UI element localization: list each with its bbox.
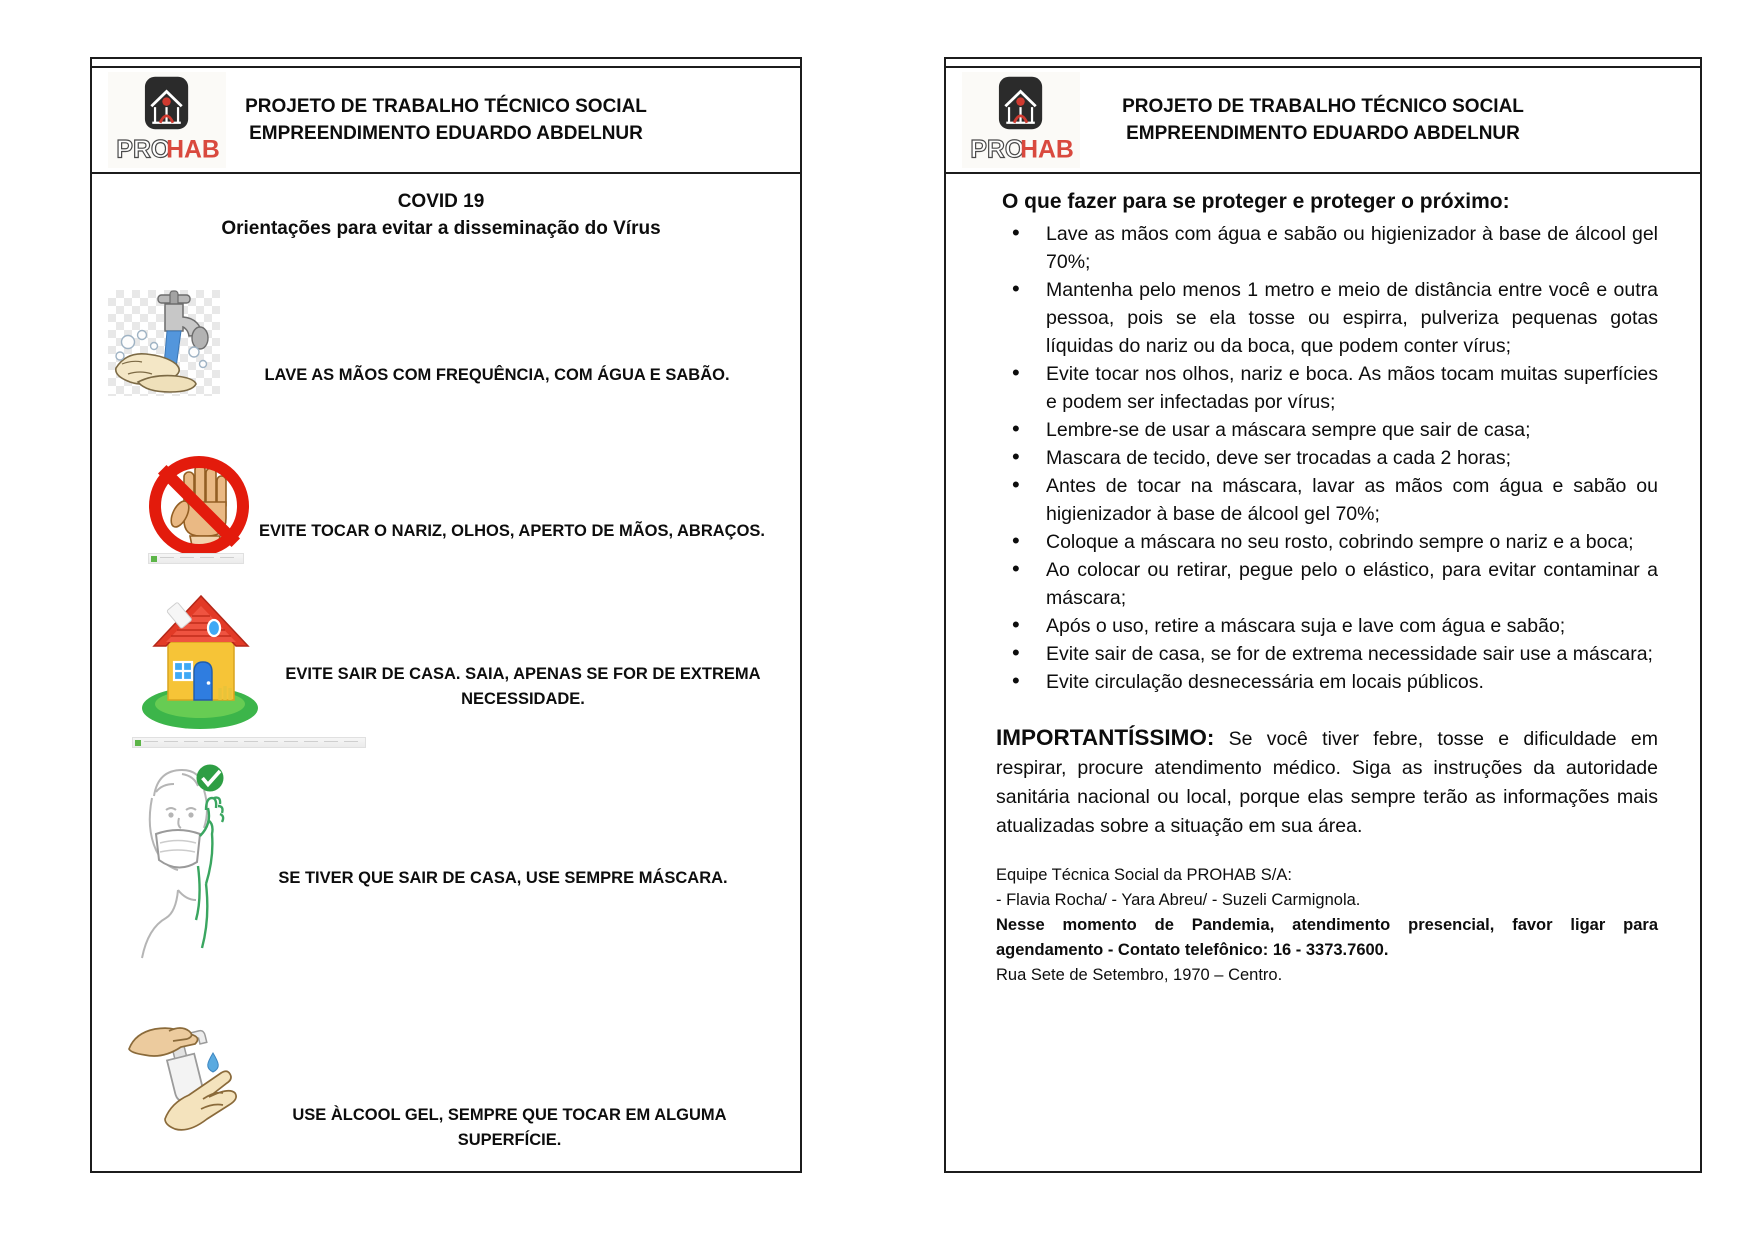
header-title-line2: EMPREENDIMENTO EDUARDO ABDELNUR <box>1126 123 1520 144</box>
right-page <box>944 57 1702 1173</box>
bullet-item: • Coloque a máscara no seu rosto, cobrindo sempre o nariz e a boca; <box>996 528 1658 556</box>
bullet-item: • Evite circulação desnecessária em locais públicos. <box>996 668 1658 696</box>
item-caption: EVITE TOCAR O NARIZ, OLHOS, APERTO DE MÃOS, ABRAÇOS. <box>258 522 766 540</box>
important-paragraph <box>996 723 1658 841</box>
important-text: Se você tiver febre, tosse e dificuldade em respirar, procure atendimento médico. Siga as instruções da autoridade sanitária nacional ou local, porque elas sempre terão as informações mais atualizadas sobre a situação em sua área. <box>996 728 1658 837</box>
bullet-item: • Mantenha pelo menos 1 metro e meio de distância entre você e outra pessoa, pois se ela tosse ou espirra, pulveriza pequenas gotas líquidas do nariz ou da boca, que podem conter vírus; <box>996 276 1658 360</box>
item-caption: USE ÀLCOOL GEL, SEMPRE QUE TOCAR EM ALGUMA SUPERFÍCIE. <box>292 1106 727 1149</box>
face-mask-icon <box>132 758 232 963</box>
footer <box>996 863 1658 988</box>
bullet-item: • Ao colocar ou retirar, pegue pelo o elástico, para evitar contaminar a máscara; <box>996 556 1658 612</box>
bullet-item: • Mascara de tecido, deve ser trocadas a cada 2 horas; <box>996 444 1658 472</box>
washing-hands-icon <box>108 290 220 396</box>
logo-text-hab: HAB <box>1020 136 1074 164</box>
guidance-item-wear-mask <box>108 758 774 963</box>
protection-heading: O que fazer para se proteger e proteger o próximo: <box>1002 190 1510 213</box>
page-header <box>946 68 1700 174</box>
footer-team-line: Equipe Técnica Social da PROHAB S/A: <box>996 866 1292 884</box>
bullet-item: • Antes de tocar na máscara, lavar as mãos com água e sabão ou higienizador à base de álcool gel 70%; <box>996 472 1658 528</box>
guidance-item-wash-hands <box>108 290 774 396</box>
logo-text-pro: PRO <box>970 136 1025 164</box>
watermark-strip <box>132 737 366 748</box>
bullet-item: • Lave as mãos com água e sabão ou higienizador à base de álcool gel 70%; <box>996 220 1658 276</box>
item-caption: LAVE AS MÃOS COM FREQUÊNCIA, COM ÁGUA E SABÃO. <box>264 366 730 384</box>
guidance-item-no-touch <box>108 452 774 564</box>
header-title-line2: EMPREENDIMENTO EDUARDO ABDELNUR <box>249 123 643 144</box>
left-page <box>90 57 802 1173</box>
footer-names-line: - Flavia Rocha/ - Yara Abreu/ - Suzeli Carmignola. <box>996 891 1361 909</box>
bullet-item: • Lembre-se de usar a máscara sempre que sair de casa; <box>996 416 1658 444</box>
footer-address-line: Rua Sete de Setembro, 1970 – Centro. <box>996 966 1283 984</box>
bullet-item: • Após o uso, retire a máscara suja e lave com água e sabão; <box>996 612 1658 640</box>
bullet-item: • Evite tocar nos olhos, nariz e boca. As mãos tocam muitas superfícies e podem ser infectadas por vírus; <box>996 360 1658 416</box>
left-page-body <box>92 174 800 1147</box>
logo-text-pro: PRO <box>116 136 171 164</box>
footer-contact-line: Nesse momento de Pandemia, atendimento presencial, favor ligar para agendamento - Contato telefônico: 16 - 3373.7600. <box>996 916 1658 959</box>
important-label: IMPORTANTÍSSIMO: <box>996 725 1215 750</box>
watermark-strip <box>148 553 244 564</box>
protection-bullet-list <box>996 220 1658 696</box>
header-title <box>92 68 800 172</box>
header-title-line1: PROJETO DE TRABALHO TÉCNICO SOCIAL <box>1122 96 1524 117</box>
covid-subtitle: Orientações para evitar a disseminação do Vírus <box>221 218 661 239</box>
item-caption: SE TIVER QUE SAIR DE CASA, USE SEMPRE MÁSCARA. <box>278 869 728 887</box>
covid-title: COVID 19 <box>397 191 485 212</box>
right-page-body <box>946 174 1700 988</box>
header-title <box>946 68 1700 172</box>
page-top-strip <box>946 59 1700 68</box>
item-caption: EVITE SAIR DE CASA. SAIA, APENAS SE FOR DE EXTREMA NECESSIDADE. <box>285 665 761 708</box>
page-header <box>92 68 800 174</box>
bullet-item: • Evite sair de casa, se for de extrema necessidade sair use a máscara; <box>996 640 1658 668</box>
page-top-strip <box>92 59 800 68</box>
guidance-item-alcohol-gel <box>108 1011 774 1147</box>
house-icon <box>132 578 272 748</box>
guidance-item-stay-home <box>108 578 774 748</box>
logo-text-hab: HAB <box>166 136 220 164</box>
alcohol-gel-icon <box>117 1011 245 1147</box>
no-touch-hand-icon <box>148 452 250 564</box>
header-title-line1: PROJETO DE TRABALHO TÉCNICO SOCIAL <box>245 96 647 117</box>
